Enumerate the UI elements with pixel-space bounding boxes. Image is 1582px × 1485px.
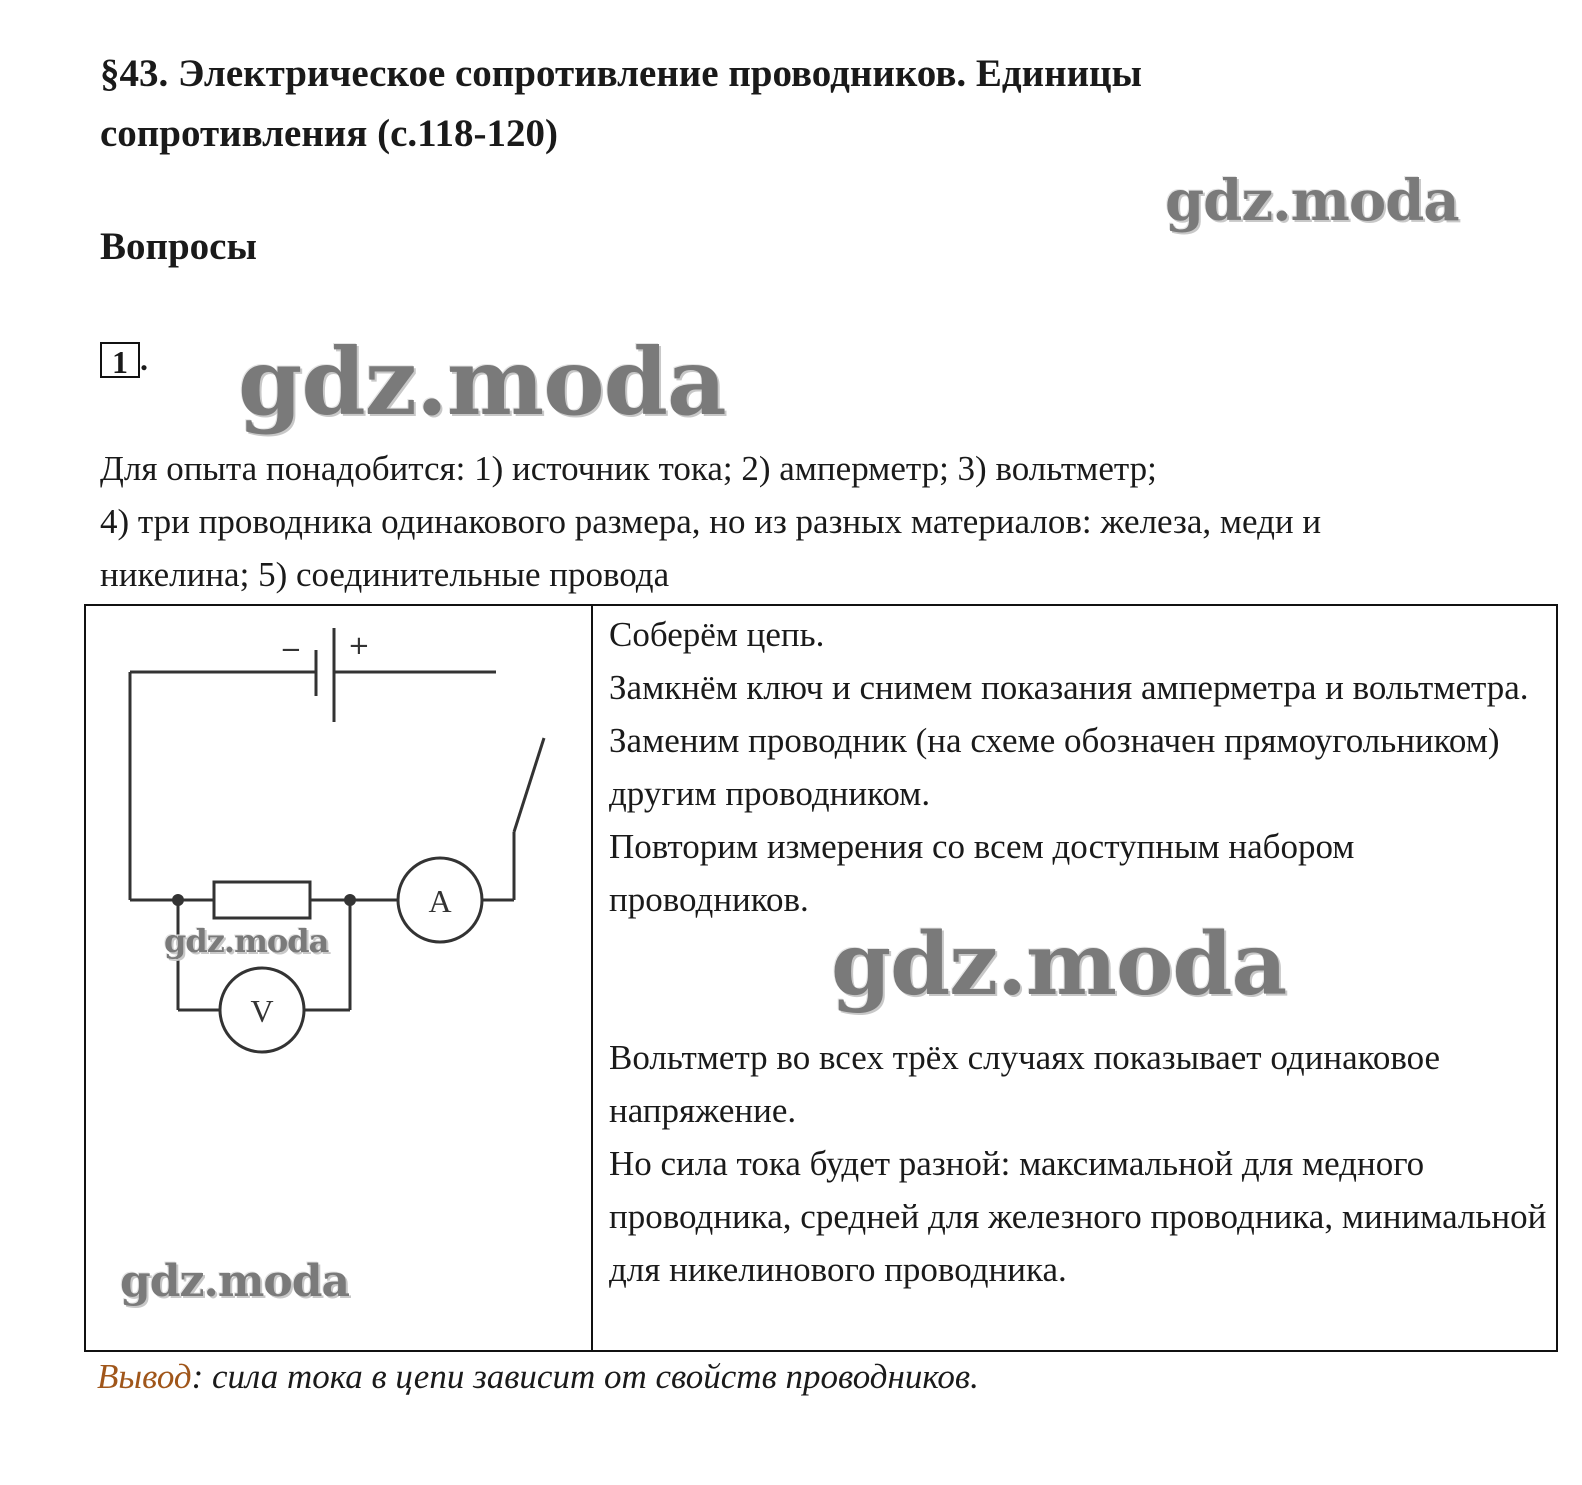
watermark-bottom-left: gdz.moda: [120, 1256, 350, 1307]
procedure-step: Соберём цепь.: [609, 615, 825, 654]
circuit-cell: [86, 606, 593, 1350]
junction-left: [172, 894, 184, 906]
circuit-diagram: [104, 614, 574, 1064]
procedure-step: Повторим измерения со всем доступным набором проводников.: [609, 827, 1355, 919]
procedure-cell: [593, 606, 1556, 1350]
question-number-dot: .: [140, 341, 148, 377]
resistor: [214, 882, 310, 918]
result-line: Но сила тока будет разной: максимальной для медного проводника, средней для железного проводника, минимальной для никелинового проводника.: [609, 1144, 1547, 1289]
equipment-line-1: Для опыта понадобится: 1) источник тока; 2) амперметр; 3) вольтметр;: [100, 449, 1157, 488]
result-line: Вольтметр во всех трёх случаях показывает одинаковое напряжение.: [609, 1038, 1441, 1130]
section-heading: Вопросы: [100, 225, 257, 268]
voltmeter-label: V: [250, 993, 274, 1029]
conclusion: [97, 1352, 979, 1402]
battery-minus-label: −: [280, 635, 302, 665]
equipment-line-3: никелина; 5) соединительные провода: [100, 555, 670, 594]
procedure-steps: [609, 608, 1549, 926]
equipment-line-2: 4) три проводника одинакового размера, но из разных материалов: железа, меди и: [100, 502, 1322, 541]
page-title: §43. Электрическое сопротивление проводников. Единицы сопротивления (с.118-120): [100, 52, 1142, 155]
results-text: [609, 1031, 1559, 1296]
question-number-box: 1: [100, 342, 140, 378]
battery-plus-label: +: [348, 631, 370, 661]
watermark-top-right: gdz.moda: [1165, 168, 1459, 234]
watermark-circuit: gdz.moda: [164, 922, 329, 960]
conclusion-label: Вывод: [97, 1357, 192, 1396]
question-number: [100, 341, 148, 378]
watermark-procedure: gdz.moda: [831, 914, 1287, 1015]
procedure-step: Замкнём ключ и снимем показания амперметра и вольтметра.: [609, 668, 1529, 707]
conclusion-text: : сила тока в цепи зависит от свойств проводников.: [191, 1357, 979, 1396]
procedure-step: Заменим проводник (на схеме обозначен прямоугольником) другим проводником.: [609, 721, 1500, 813]
ammeter-label: A: [428, 883, 452, 919]
switch-blade: [514, 738, 544, 832]
watermark-question: gdz.moda: [238, 328, 726, 436]
answer-table: [84, 604, 1558, 1352]
equipment-list: [100, 442, 1520, 601]
junction-right: [344, 894, 356, 906]
